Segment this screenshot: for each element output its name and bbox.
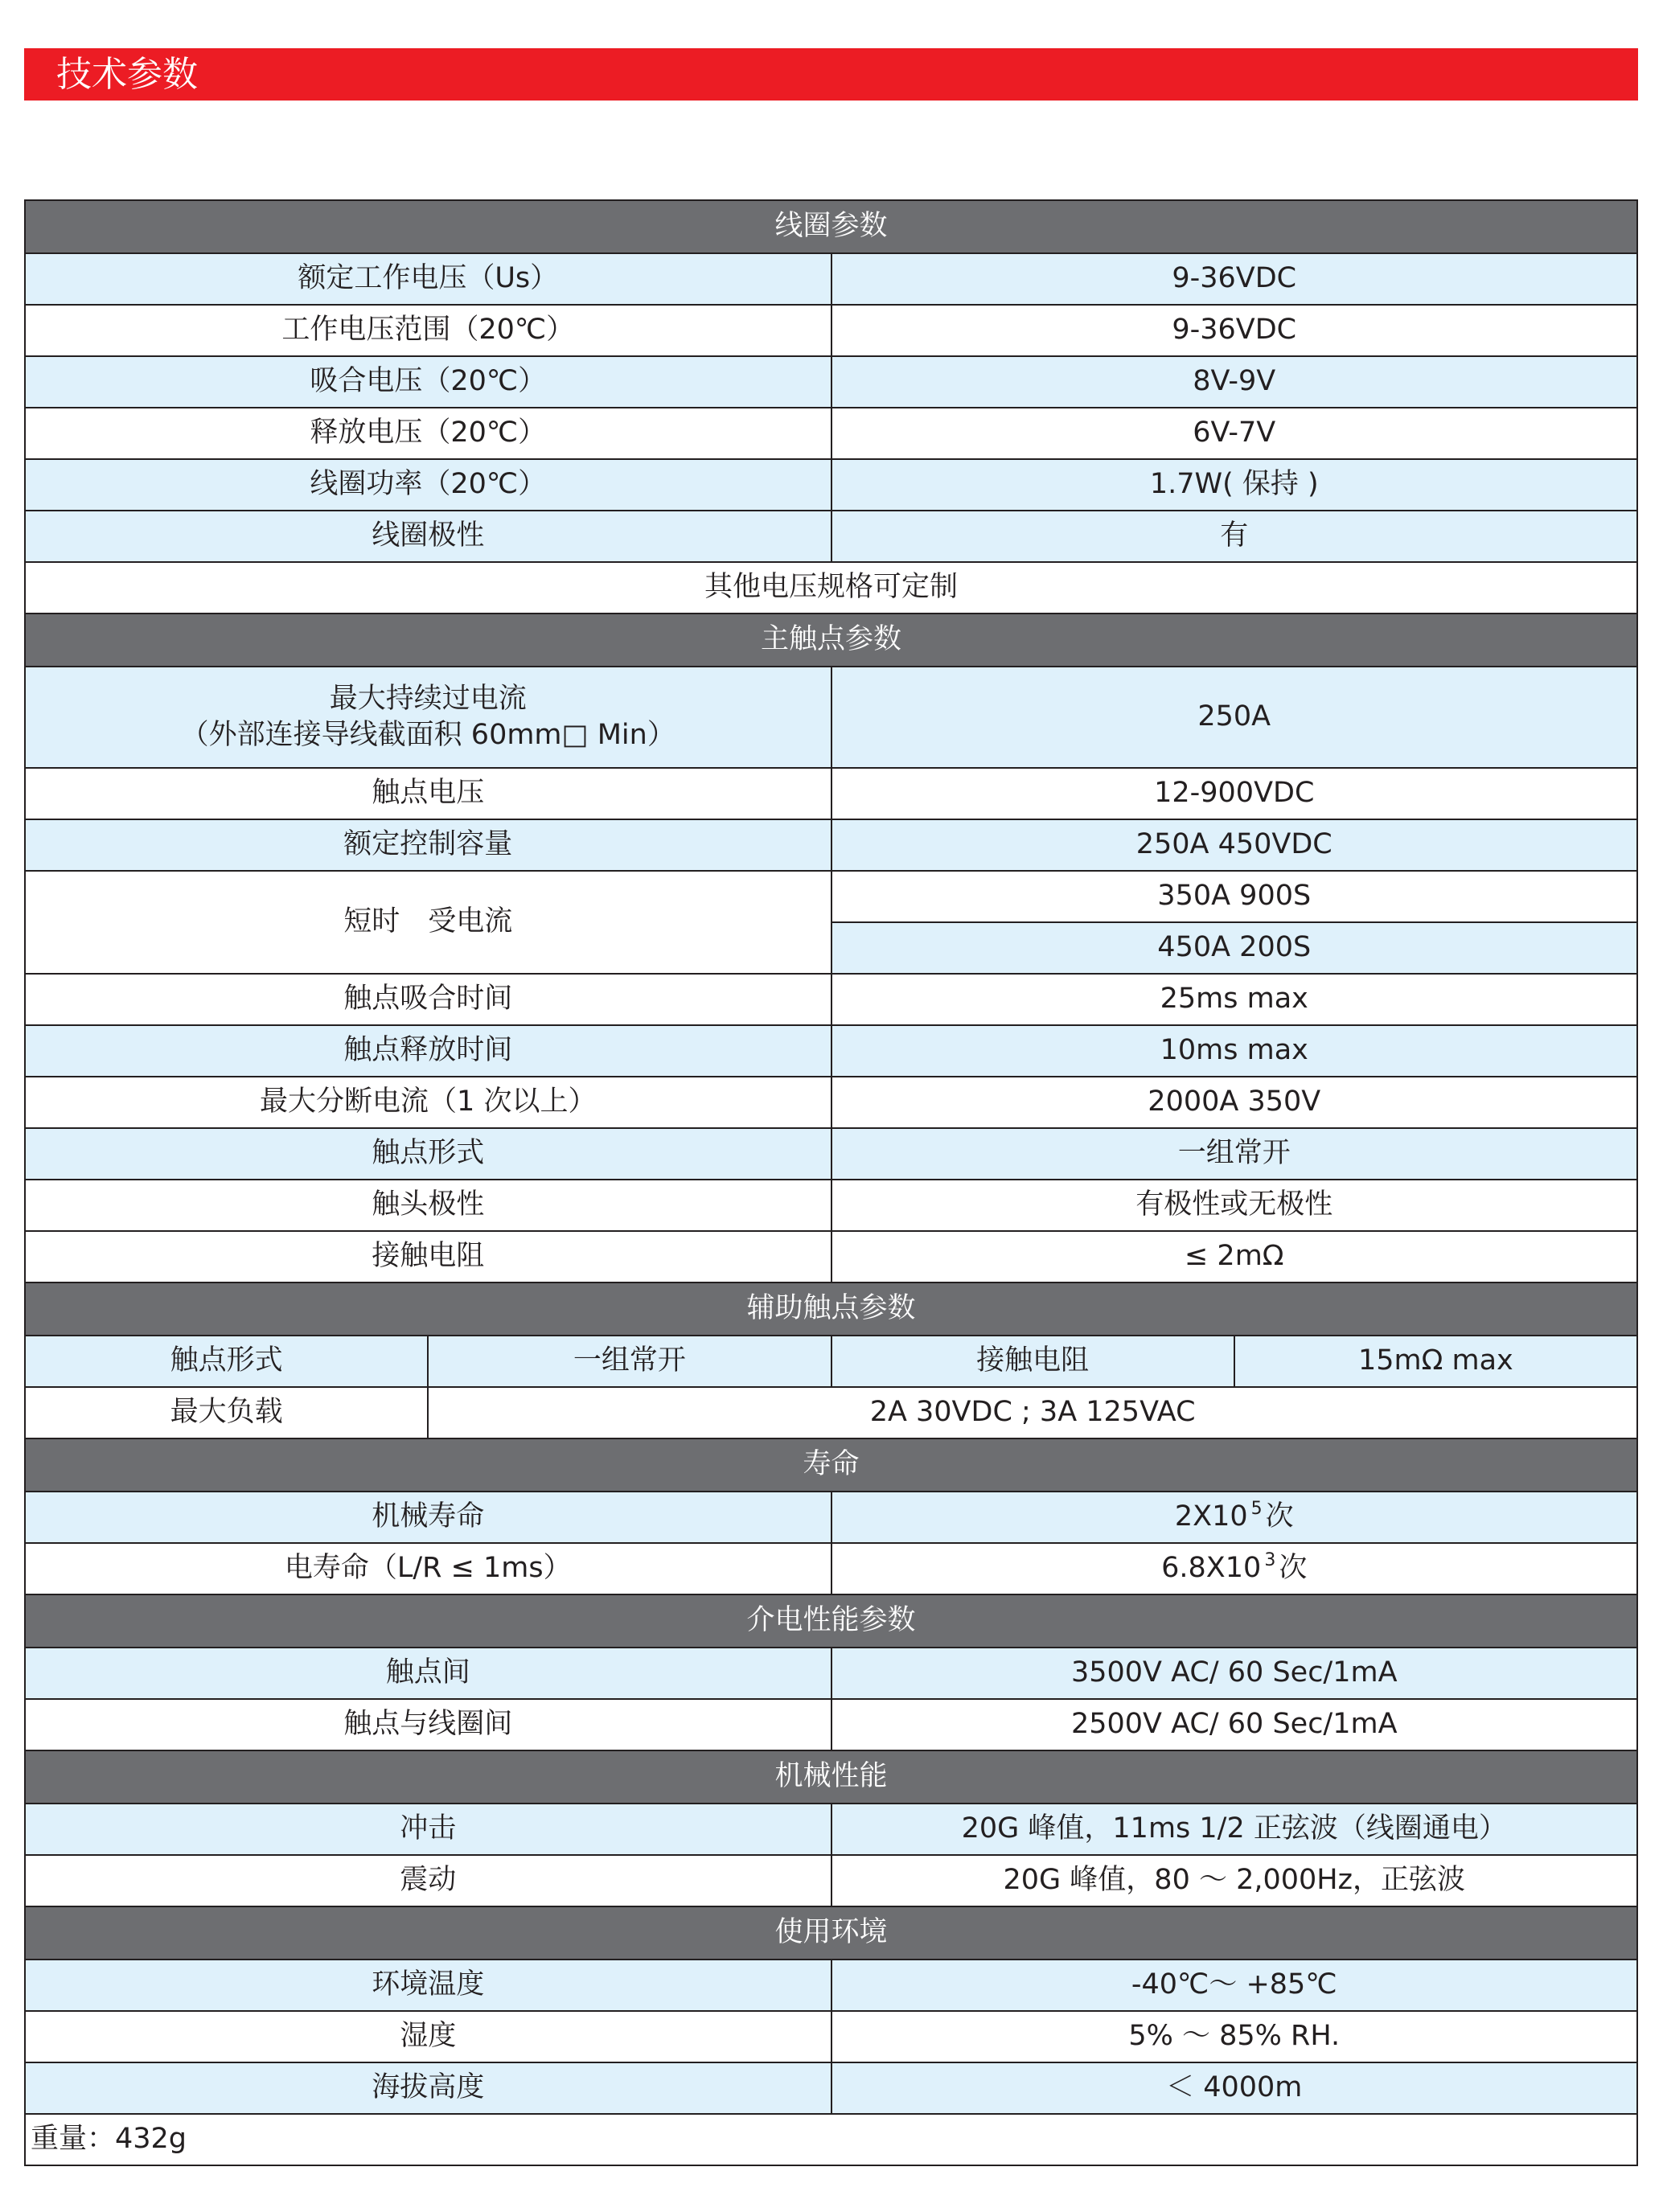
table-row <box>25 562 1637 614</box>
table-row <box>25 1077 1637 1128</box>
row-label: 最大分断电流（1 次以上） <box>25 1077 832 1128</box>
row-value: 有极性或无极性 <box>832 1180 1638 1231</box>
row-label <box>25 667 832 768</box>
section-header-mechanical <box>25 1750 1637 1804</box>
row-label: 震动 <box>25 1855 832 1906</box>
row-label: 触点与线圈间 <box>25 1699 832 1750</box>
row-value: 450A 200S <box>832 922 1638 974</box>
section-title: 线圈参数 <box>25 200 1637 253</box>
table-row <box>25 2114 1637 2165</box>
row-label: 触点吸合时间 <box>25 974 832 1025</box>
row-label: 机械寿命 <box>25 1492 832 1543</box>
row-label: 吸合电压（20℃） <box>25 356 832 408</box>
table-row <box>25 305 1637 356</box>
row-label-line: （外部连接导线截面积 60mm□ Min） <box>180 719 675 751</box>
row-value: 3500V AC/ 60 Sec/1mA <box>832 1648 1638 1699</box>
table-row <box>25 2011 1637 2062</box>
section-title: 寿命 <box>25 1438 1637 1492</box>
section-title: 机械性能 <box>25 1750 1637 1804</box>
row-value: 2500V AC/ 60 Sec/1mA <box>832 1699 1638 1750</box>
row-label: 环境温度 <box>25 1960 832 2011</box>
section-title: 使用环境 <box>25 1906 1637 1960</box>
table-row <box>25 1492 1637 1543</box>
row-label: 触点电压 <box>25 768 832 819</box>
table-row <box>25 1128 1637 1180</box>
table-row <box>25 1648 1637 1699</box>
row-value: 9-36VDC <box>832 253 1638 305</box>
value-exponent: 3 <box>1264 1550 1276 1571</box>
table-row <box>25 356 1637 408</box>
row-value: 8V-9V <box>832 356 1638 408</box>
table-row <box>25 667 1637 768</box>
value-base: 2X10 <box>1174 1500 1248 1533</box>
page-title: 技术参数 <box>56 54 198 95</box>
row-value: 20G 峰值，11ms 1/2 正弦波（线圈通电） <box>832 1804 1638 1855</box>
table-row <box>25 459 1637 511</box>
row-label: 最大负载 <box>25 1387 428 1438</box>
table-row <box>25 511 1637 562</box>
table-row <box>25 408 1637 459</box>
row-value <box>832 1543 1638 1594</box>
row-label: 释放电压（20℃） <box>25 408 832 459</box>
row-value: 250A <box>832 667 1638 768</box>
header-banner <box>24 48 1638 101</box>
row-label: 触点形式 <box>25 1128 832 1180</box>
row-label: 冲击 <box>25 1804 832 1855</box>
row-value: 1.7W( 保持 ) <box>832 459 1638 511</box>
table-row <box>25 2062 1637 2114</box>
section-header-coil <box>25 200 1637 253</box>
table-row <box>25 871 1637 922</box>
section-header-dielectric <box>25 1594 1637 1648</box>
row-label: 电寿命（L/R ≤ 1ms） <box>25 1543 832 1594</box>
row-label-line: 最大持续过电流 <box>329 682 527 715</box>
row-value: 一组常开 <box>832 1128 1638 1180</box>
row-value: 5% ～ 85% RH. <box>832 2011 1638 2062</box>
row-label: 接触电阻 <box>25 1231 832 1282</box>
row-value: 20G 峰值，80 ～ 2,000Hz，正弦波 <box>832 1855 1638 1906</box>
table-row <box>25 1180 1637 1231</box>
table-row <box>25 974 1637 1025</box>
row-label: 额定控制容量 <box>25 819 832 871</box>
value-unit: 次 <box>1279 1552 1308 1585</box>
row-label: 额定工作电压（Us） <box>25 253 832 305</box>
row-value: 350A 900S <box>832 871 1638 922</box>
section-header-aux-contact <box>25 1282 1637 1336</box>
table-row <box>25 768 1637 819</box>
row-label: 触点间 <box>25 1648 832 1699</box>
row-value: 12-900VDC <box>832 768 1638 819</box>
table-row <box>25 1855 1637 1906</box>
row-value: ≤ 2mΩ <box>832 1231 1638 1282</box>
row-value: 9-36VDC <box>832 305 1638 356</box>
row-value: 250A 450VDC <box>832 819 1638 871</box>
weight-note: 重量：432g <box>25 2114 1637 2165</box>
row-label: 触点释放时间 <box>25 1025 832 1077</box>
row-value: -40℃～ +85℃ <box>832 1960 1638 2011</box>
row-value: 有 <box>832 511 1638 562</box>
row-value: 6V-7V <box>832 408 1638 459</box>
value-unit: 次 <box>1265 1500 1294 1533</box>
table-row <box>25 1804 1637 1855</box>
table-row <box>25 1336 1637 1387</box>
section-title: 介电性能参数 <box>25 1594 1637 1648</box>
table-row <box>25 1231 1637 1282</box>
value-exponent: 5 <box>1250 1499 1263 1520</box>
row-value: 25ms max <box>832 974 1638 1025</box>
table-row <box>25 1025 1637 1077</box>
spec-table <box>24 199 1638 2166</box>
row-label: 海拔高度 <box>25 2062 832 2114</box>
table-row <box>25 1543 1637 1594</box>
section-title: 辅助触点参数 <box>25 1282 1637 1336</box>
row-label: 短时 受电流 <box>25 871 832 974</box>
table-row <box>25 253 1637 305</box>
section-header-life <box>25 1438 1637 1492</box>
row-value: 10ms max <box>832 1025 1638 1077</box>
row-value: 2000A 350V <box>832 1077 1638 1128</box>
value-base: 6.8X10 <box>1161 1552 1262 1585</box>
coil-note: 其他电压规格可定制 <box>25 562 1637 614</box>
section-title: 主触点参数 <box>25 614 1637 667</box>
row-label: 线圈极性 <box>25 511 832 562</box>
row-label: 触头极性 <box>25 1180 832 1231</box>
row-value: ＜ 4000m <box>832 2062 1638 2114</box>
table-row <box>25 1699 1637 1750</box>
section-header-environment <box>25 1906 1637 1960</box>
table-row <box>25 819 1637 871</box>
row-label: 湿度 <box>25 2011 832 2062</box>
row-label: 接触电阻 <box>832 1336 1234 1387</box>
section-header-main-contact <box>25 614 1637 667</box>
table-row <box>25 1960 1637 2011</box>
row-label: 工作电压范围（20℃） <box>25 305 832 356</box>
row-value <box>832 1492 1638 1543</box>
row-label: 触点形式 <box>25 1336 428 1387</box>
row-label: 线圈功率（20℃） <box>25 459 832 511</box>
row-value: 2A 30VDC ; 3A 125VAC <box>428 1387 1637 1438</box>
row-value: 一组常开 <box>428 1336 831 1387</box>
table-row <box>25 1387 1637 1438</box>
row-value: 15mΩ max <box>1234 1336 1637 1387</box>
